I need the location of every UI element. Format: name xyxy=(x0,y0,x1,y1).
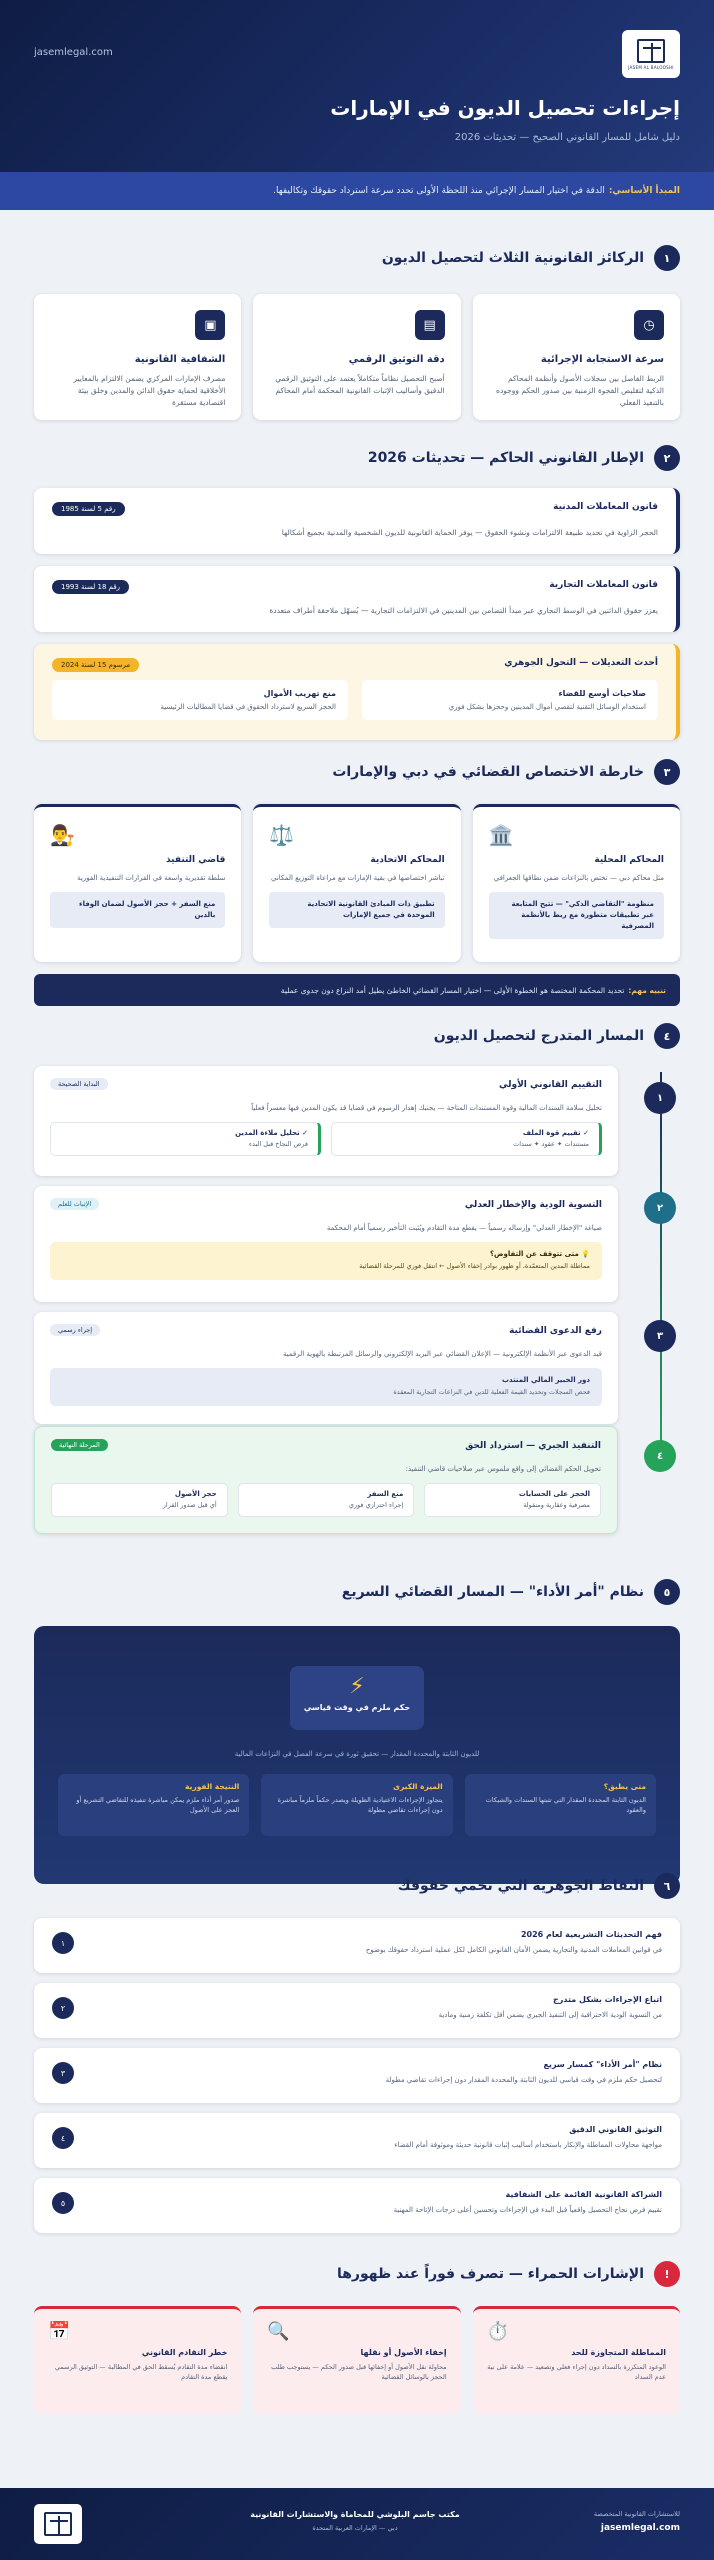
red-flag-card xyxy=(473,2306,680,2414)
magnifier-icon: 🔍 xyxy=(267,2321,290,2342)
check-title: ✓ تقييم قوة الملف xyxy=(522,1129,589,1137)
law-text: الحجر الزاوية في تحديد طبيعة الالتزامات ونشوء الحقوق — يوفر الحماية القانونية للديون الشخصية والمدنية بجميع أشكالها xyxy=(281,528,658,537)
section-legal-framework xyxy=(34,444,680,740)
section-payment-order xyxy=(34,1578,680,1884)
jurisdiction-card xyxy=(473,804,680,962)
key-point xyxy=(34,2113,680,2168)
law-text: يعزز حقوق الدائنين في الوسط التجاري عبر مبدأ التضامن بين المدينين في الالتزامات التجارية — يُسهّل ملاحقة أطراف متعددة xyxy=(269,606,658,615)
step-check xyxy=(50,1122,321,1156)
box-title: منع تهريب الأموال xyxy=(263,689,336,698)
red-flag-card xyxy=(253,2306,460,2414)
step-text: صياغة "الإخطار العدلي" وإرساله رسمياً — يقطع مدة التقادم ويُثبت التأخير رسمياً أمام المحكمة xyxy=(326,1224,602,1232)
footer-site-link[interactable]: jasemlegal.com xyxy=(600,2523,680,2533)
step-title: التسوية الودية والإخطار العدلي xyxy=(464,1200,602,1210)
footer-logo[interactable] xyxy=(34,2504,82,2544)
card-title: المماطلة المتجاوزة للحد xyxy=(571,2348,666,2357)
payment-order-panel xyxy=(34,1626,680,1884)
card-highlight: منع السفر + حجز الأصول لضمان الوفاء بالدين xyxy=(50,892,225,928)
step-tag: إجراء رسمي xyxy=(50,1324,100,1336)
section-red-flags xyxy=(34,2260,680,2414)
law-card xyxy=(34,566,680,632)
callout-title: 💡 متى تتوقف عن التفاوض؟ xyxy=(490,1250,590,1258)
law-title: قانون المعاملات التجارية xyxy=(549,580,658,590)
card-text: أصبح التحصيل نظاماً متكاملاً يعتمد على التوثيق الرقمي الدقيق وأساليب الإثبات القانونية المحكمة أمام المحاكم xyxy=(275,374,445,395)
card-title: إخفاء الأصول أو نقلها xyxy=(360,2348,447,2357)
law-pill: رقم 5 لسنة 1985 xyxy=(52,502,125,516)
amendment-box xyxy=(362,680,658,720)
callout-text: مماطلة المدين المتعمّدة، أو ظهور بوادر إخفاء الأصول ← انتقل فوري للمرحلة القضائية xyxy=(359,1262,590,1270)
check-text: فرص النجاح قبل البدء xyxy=(248,1140,308,1148)
law-title: قانون المعاملات المدنية xyxy=(553,502,658,512)
key-title: نظام "أمر الأداء" كمسار سريع xyxy=(543,2060,662,2069)
step-card xyxy=(34,1312,618,1424)
payment-order-column xyxy=(465,1774,656,1836)
jurisdiction-card xyxy=(253,804,460,962)
column-text: الديون الثابتة المحددة المقدار التي تثبتها السندات والشيكات والعقود xyxy=(485,1796,646,1814)
key-number: ٥ xyxy=(52,2192,74,2214)
logo-text: JASEM AL BALOOSHI xyxy=(628,64,674,70)
court-icon: 🏛️ xyxy=(488,823,514,847)
amendment-box xyxy=(52,680,348,720)
lightning-icon: ⚡ xyxy=(349,1674,365,1699)
key-title: فهم التحديثات التشريعية لعام 2026 xyxy=(520,1930,662,1939)
key-title: التوثيق القانوني الدقيق xyxy=(569,2125,662,2134)
step-dot: ٣ xyxy=(644,1320,676,1352)
card-title: خطر التقادم القانوني xyxy=(141,2348,228,2357)
card-text: الربط الفاصل بين سجلات الأصول وأنظمة المحاكم الذكية لتقليص الفجوة الزمنية بين صدور الحكم ووجوده بالتنفيذ الفعلي xyxy=(496,374,664,407)
card-text: مصرف الإمارات المركزي يضمن الالتزام بالمعايير الأخلاقية لحماية حقوق الدائن والمدين وخلق بيئة اقتصادية مستقرة xyxy=(73,374,226,407)
key-title: اتباع الإجراءات بشكل متدرج xyxy=(552,1995,662,2004)
box-text: استخدام الوسائل التقنية لتقصي أموال المدينين وحجزها بشكل فوري xyxy=(448,703,646,711)
warning-label: تنبيه مهم: xyxy=(628,985,666,995)
page-title: إجراءات تحصيل الديون في الإمارات xyxy=(330,96,680,120)
footer-firm-name: مكتب جاسم البلوشي للمحاماة والاستشارات القانونية xyxy=(250,2510,460,2519)
amendment-card xyxy=(34,644,680,740)
step-title: التقييم القانوني الأولي xyxy=(499,1080,602,1090)
key-point xyxy=(34,1918,680,1973)
card-title: المحاكم المحلية xyxy=(594,855,664,865)
step-tag: المرحلة النهائية xyxy=(51,1439,108,1451)
section-number: ! xyxy=(654,2261,680,2287)
payment-order-column xyxy=(58,1774,249,1836)
center-title: حكم ملزم في وقت قياسي xyxy=(303,1703,411,1712)
amendment-title: أحدث التعديلات — التحول الجوهري xyxy=(504,658,658,668)
step-text: تحويل الحكم القضائي إلى واقع ملموس عبر صلاحيات قاضي التنفيذ: xyxy=(405,1465,601,1473)
step-check xyxy=(331,1122,602,1156)
section-title: خارطة الاختصاص القضائي في دبي والإمارات xyxy=(332,764,644,780)
jurisdiction-card xyxy=(34,804,241,962)
firm-logo[interactable] xyxy=(622,30,680,78)
key-text: لتحصيل حكم ملزم في وقت قياسي للديون الثابتة والمحددة المقدار دون إجراءات تقاضي مطولة xyxy=(385,2076,662,2084)
box-title: الحجز على الحسابات xyxy=(518,1490,590,1498)
section-collection-path-final xyxy=(34,1418,680,1534)
scales-icon xyxy=(44,2512,72,2536)
pillar-card xyxy=(34,294,241,420)
key-title: الشراكة القانونية القائمة على الشفافية xyxy=(505,2190,662,2199)
pillar-card xyxy=(473,294,680,420)
footer-location: دبي — الإمارات العربية المتحدة xyxy=(312,2524,398,2532)
callout-title: دور الخبير المالي المنتدب xyxy=(502,1376,590,1384)
card-title: سرعة الاستجابة الإجرائية xyxy=(540,354,664,365)
step-callout xyxy=(50,1242,602,1280)
judge-icon: 👨‍⚖️ xyxy=(50,823,75,847)
card-text: الوعود المتكررة بالسداد دون إجراء فعلي وتصعيد — علامة على نية عدم السداد xyxy=(487,2363,666,2381)
section-title: الإطار القانوني الحاكم — تحديثات 2026 xyxy=(367,450,644,466)
warning-bar xyxy=(34,974,680,1006)
payment-order-column xyxy=(261,1774,452,1836)
pillar-card xyxy=(253,294,460,420)
section-title: الإشارات الحمراء — تصرف فوراً عند ظهورها xyxy=(336,2266,644,2282)
key-text: من التسوية الودية الاحترافية إلى التنفيذ الجبري يضمن أقل تكلفة زمنية ومادية xyxy=(438,2011,662,2019)
card-title: الشفافية القانونية xyxy=(134,354,226,365)
card-title: المحاكم الاتحادية xyxy=(370,855,445,865)
step-callout xyxy=(50,1368,602,1406)
page-subtitle: دليل شامل للمسار القانوني الصحيح — تحديثات 2026 xyxy=(454,132,680,143)
step-title: التنفيذ الجبري — استرداد الحق xyxy=(465,1441,601,1451)
section-title: المسار المتدرج لتحصيل الديون xyxy=(433,1028,644,1044)
section-pillars xyxy=(34,244,680,420)
step-tag: البداية الصحيحة xyxy=(50,1078,108,1090)
warning-text: تحديد المحكمة المختصة هو الخطوة الأولى — اختيار المسار القضائي الخاطئ يطيل أمد النزاع دون جدوى عملية xyxy=(280,985,625,995)
card-text: تباشر اختصاصها في بقية الإمارات مع مراعاة التوزيع المكاني xyxy=(271,874,445,882)
step-card xyxy=(34,1066,618,1176)
box-text: مصرفية وعقارية ومنقولة xyxy=(523,1501,590,1509)
section-number: ٦ xyxy=(654,1873,680,1899)
check-title: ✓ تحليل ملاءة المدين xyxy=(235,1129,308,1137)
timeline-line xyxy=(660,1072,662,1452)
hero-header xyxy=(0,0,714,172)
enforcement-box xyxy=(238,1483,415,1517)
law-card xyxy=(34,488,680,554)
callout-text: فحص السجلات وتحديد القيمة الفعلية للدين في النزاعات التجارية المعقدة xyxy=(393,1388,590,1396)
step-dot: ١ xyxy=(644,1082,676,1114)
section-title: نظام "أمر الأداء" — المسار القضائي السريع xyxy=(341,1584,644,1600)
card-title: دقة التوثيق الرقمي xyxy=(348,354,445,365)
box-title: حجز الأصول xyxy=(174,1490,217,1498)
enforcement-box xyxy=(424,1483,601,1517)
key-number: ٣ xyxy=(52,2062,74,2084)
red-flag-card xyxy=(34,2306,241,2414)
step-dot: ٤ xyxy=(644,1440,676,1472)
key-point xyxy=(34,2048,680,2103)
section-number: ٢ xyxy=(654,445,680,471)
mission-label: المبدأ الأساسي: xyxy=(608,186,680,196)
check-text: مستندات ✦ عقود ✦ سندات xyxy=(513,1140,589,1148)
document-icon: ▤ xyxy=(415,310,445,340)
column-text: صدور أمر أداء ملزم يمكن مباشرة تنفيذه للتقاضي التشريع أو العجز على الأصول xyxy=(76,1796,240,1814)
step-card xyxy=(34,1426,618,1534)
section-key-points xyxy=(34,1872,680,2243)
page-footer xyxy=(0,2488,714,2560)
clock-icon: ◷ xyxy=(634,310,664,340)
key-text: تقييم فرص نجاح التحصيل واقعياً قبل البدء في الإجراءات وتحسين أعلى درجات الإتاحة المهنية xyxy=(393,2206,662,2214)
step-card xyxy=(34,1186,618,1302)
column-title: الميزة الكبرى xyxy=(393,1782,443,1791)
site-url[interactable]: jasemlegal.com xyxy=(34,47,113,58)
mission-text: الدقة في اختيار المسار الإجرائي منذ اللحظة الأولى تحدد سرعة استرداد حقوقك وتكاليفها. xyxy=(273,186,605,196)
section-number: ٤ xyxy=(654,1023,680,1049)
amendment-pill: مرسوم 15 لسنة 2024 xyxy=(52,658,139,672)
payment-order-tagline: للديون الثابتة والمحددة المقدار — تحقيق ثورة في سرعة الفصل في النزاعات المالية xyxy=(234,1750,480,1758)
box-text: إجراء احترازي فوري xyxy=(348,1501,404,1509)
footer-tagline: للاستشارات القانونية المتخصصة xyxy=(593,2510,680,2518)
step-dot: ٢ xyxy=(644,1192,676,1224)
card-text: انقضاء مدة التقادم يُسقط الحق في المطالبة — التوثيق الرسمي يقطع مدة التقادم xyxy=(54,2363,228,2381)
key-text: مواجهة محاولات المماطلة والإنكار باستخدام أساليب إثبات قانونية حديثة وموثوقة أمام القضاء xyxy=(394,2141,662,2149)
step-title: رفع الدعوى القضائية xyxy=(509,1326,602,1336)
section-number: ٥ xyxy=(654,1579,680,1605)
key-number: ٤ xyxy=(52,2127,74,2149)
step-text: قيد الدعوى عبر الأنظمة الإلكترونية — الإعلان القضائي عبر البريد الإلكتروني والرسائل المرتبطة بالهوية الرقمية xyxy=(283,1350,602,1358)
step-text: تحليل سلامة السندات المالية وقوة المستندات المتاحة — يجنبك إهدار الرسوم في قضايا قد يكون المدين فيها معسراً فعلياً xyxy=(251,1104,602,1112)
card-highlight: تطبيق ذات المبادئ القانونية الاتحادية الموحدة في جميع الإمارات xyxy=(269,892,444,928)
section-number: ١ xyxy=(654,245,680,271)
calendar-icon: 📅 xyxy=(48,2321,71,2342)
column-title: النتيجة الفورية xyxy=(185,1782,240,1791)
transparency-icon: ▣ xyxy=(195,310,225,340)
section-jurisdiction xyxy=(34,758,680,1006)
key-point xyxy=(34,1983,680,2038)
column-text: يتجاوز الإجراءات الاعتيادية الطويلة ويصدر حكماً ملزماً مباشرة دون إجراءات تقاضي مطولة xyxy=(277,1796,443,1814)
stopwatch-icon: ⏱️ xyxy=(486,2321,510,2342)
card-title: قاضي التنفيذ xyxy=(165,855,226,865)
box-title: صلاحيات أوسع للقضاء xyxy=(558,689,646,698)
box-text: الحجز السريع لاسترداد الحقوق في قضايا المطالبات الرئيسية xyxy=(160,703,336,711)
step-tag: الإثبات للعلم xyxy=(50,1198,99,1210)
section-number: ٣ xyxy=(654,759,680,785)
box-title: منع السفر xyxy=(367,1490,404,1498)
card-text: مثل محاكم دبي — تختص بالنزاعات ضمن نطاقها الجغرافي xyxy=(493,874,664,882)
card-text: محاولة نقل الأصول أو إخفائها قبل صدور الحكم — يستوجب طلب الحجز بالوسائل القضائية xyxy=(271,2363,447,2381)
column-title: متى يطبق؟ xyxy=(603,1782,646,1791)
section-title: الركائز القانونية الثلاث لتحصيل الديون xyxy=(381,250,644,266)
key-number: ٢ xyxy=(52,1997,74,2019)
mission-banner xyxy=(0,172,714,210)
card-text: سلطة تقديرية واسعة في القرارات التنفيذية الفورية xyxy=(77,874,226,882)
section-title: النقاط الجوهرية التي تحمي حقوقك xyxy=(397,1878,644,1894)
card-highlight: منظومة "التقاضي الذكي" — تتيح المتابعة عبر تطبيقات متطورة مع ربط بالأنظمة المصرفية xyxy=(489,892,664,940)
payment-order-center xyxy=(290,1666,424,1730)
enforcement-box xyxy=(51,1483,228,1517)
key-point xyxy=(34,2178,680,2233)
key-text: في قوانين المعاملات المدنية والتجارية يضمن الأمان القانوني الكامل لكل عملية استرداد حقوقك بوضوح xyxy=(365,1946,662,1954)
scales-icon: ⚖️ xyxy=(269,823,295,847)
scales-icon xyxy=(637,39,665,63)
box-text: أي قبل صدور القرار xyxy=(162,1501,217,1509)
law-pill: رقم 18 لسنة 1993 xyxy=(52,580,129,594)
key-number: ١ xyxy=(52,1932,74,1954)
